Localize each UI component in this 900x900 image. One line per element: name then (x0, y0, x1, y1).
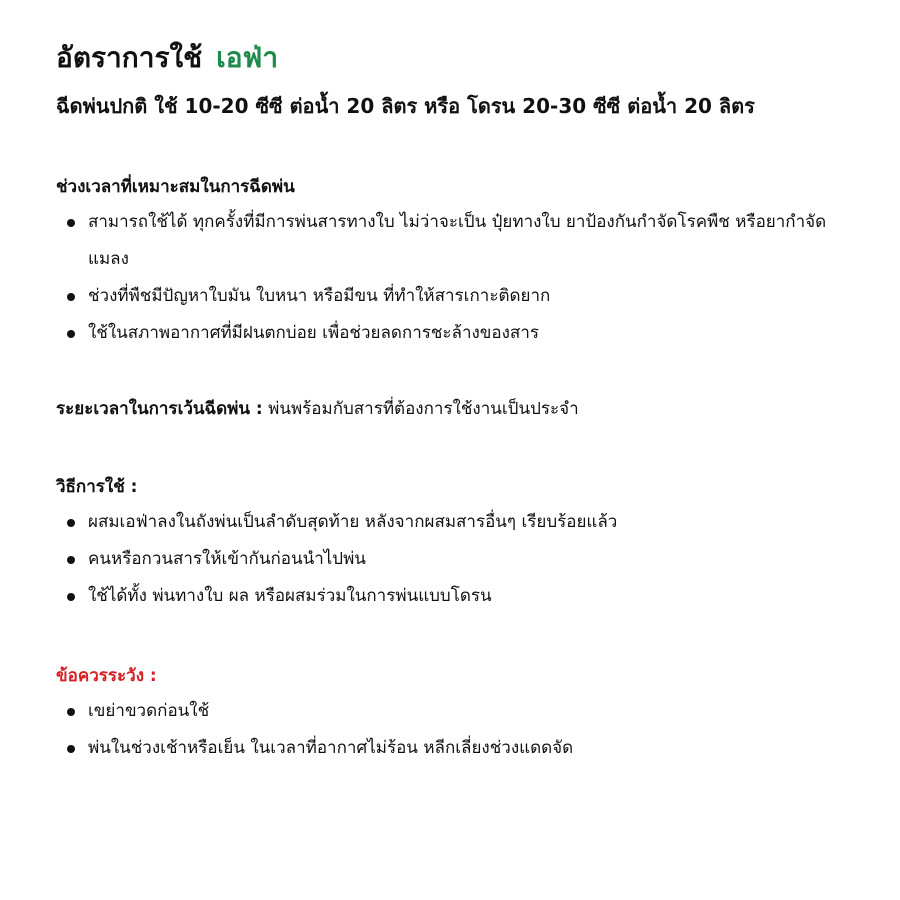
list-item-text: เขย่าขวดก่อนใช้ (88, 701, 210, 721)
list-item (56, 693, 856, 730)
bullet-dot-icon (67, 330, 75, 338)
list-item (56, 278, 856, 315)
caution-section (56, 663, 856, 767)
list-item-text: ช่วงที่พืชมีปัญหาใบมัน ใบหนา หรือมีขน ที่ทำให้สารเกาะติดยาก (88, 286, 551, 306)
caution-heading: ข้อควรระวัง : (56, 666, 157, 686)
list-item-text: ใช้ในสภาพอากาศที่มีฝนตกบ่อย เพื่อช่วยลดการชะล้างของสาร (88, 323, 539, 343)
bullet-dot-icon (67, 593, 75, 601)
list-item-text: พ่นในช่วงเช้าหรือเย็น ในเวลาที่อากาศไม่ร้อน หลีกเลี่ยงช่วงแดดจัด (88, 738, 574, 758)
bullet-dot-icon (67, 293, 75, 301)
list-item-text: คนหรือกวนสารให้เข้ากันก่อนนำไปพ่น (88, 549, 366, 569)
list-item (56, 541, 856, 578)
usage-section (56, 474, 856, 615)
list-item (56, 315, 856, 352)
timing-heading: ช่วงเวลาที่เหมาะสมในการฉีดพ่น (56, 177, 295, 197)
caution-list (56, 693, 856, 767)
usage-heading: วิธีการใช้ : (56, 477, 138, 497)
list-item-text: สามารถใช้ได้ ทุกครั้งที่มีการพ่นสารทางใบ ไม่ว่าจะเป็น ปุ๋ยทางใบ ยาป้องกันกำจัดโรคพืช หรือยากำจัดแมลง (88, 212, 827, 269)
bullet-dot-icon (67, 708, 75, 716)
list-item-text: ใช้ได้ทั้ง พ่นทางใบ ผล หรือผสมร่วมในการพ่นแบบโดรน (88, 586, 492, 606)
bullet-dot-icon (67, 556, 75, 564)
interval-label: ระยะเวลาในการเว้นฉีดพ่น : (56, 399, 263, 419)
list-item (56, 730, 856, 767)
bullet-dot-icon (67, 745, 75, 753)
bullet-dot-icon (67, 219, 75, 227)
timing-section (56, 174, 856, 352)
document-page (56, 36, 856, 767)
product-name-accent: เอฟ่า (216, 41, 279, 74)
interval-value: พ่นพร้อมกับสารที่ต้องการใช้งานเป็นประจำ (268, 399, 579, 419)
bullet-dot-icon (67, 519, 75, 527)
list-item (56, 504, 856, 541)
title-main-text: อัตราการใช้ (56, 41, 203, 74)
interval-section (56, 396, 856, 422)
list-item (56, 578, 856, 615)
timing-list (56, 204, 856, 352)
list-item-text: ผสมเอฟ่าลงในถังพ่นเป็นลำดับสุดท้าย หลังจากผสมสารอื่นๆ เรียบร้อยแล้ว (88, 512, 618, 532)
dosage-subtitle: ฉีดพ่นปกติ ใช้ 10-20 ซีซี ต่อน้ำ 20 ลิตร หรือ โดรน 20-30 ซีซี ต่อน้ำ 20 ลิตร (56, 94, 755, 118)
page-title (56, 36, 856, 80)
usage-list (56, 504, 856, 615)
interval-line (56, 396, 856, 422)
list-item (56, 204, 856, 278)
